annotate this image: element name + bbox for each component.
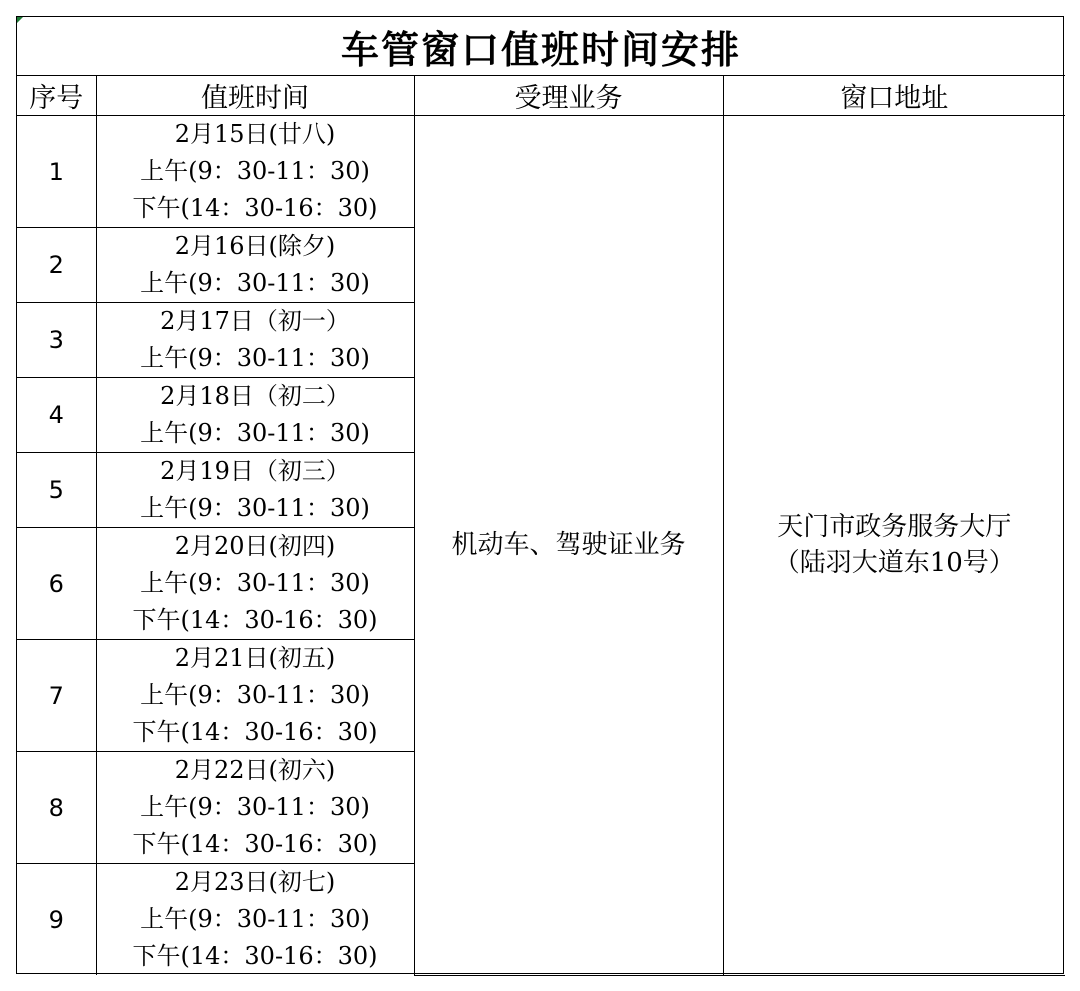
time-cell (96, 864, 414, 976)
time-cell (96, 752, 414, 864)
time-cell (96, 640, 414, 752)
duty-date: 2月18日（初二） (160, 382, 350, 410)
time-cell (96, 303, 414, 378)
title-row (17, 17, 1065, 76)
seq-cell: 5 (17, 453, 96, 528)
duty-date: 2月17日（初一） (160, 307, 350, 335)
address-line-2: （陆羽大道东10号） (773, 548, 1015, 579)
seq-cell: 6 (17, 528, 96, 640)
morning-slot: 上午(9：30-11：30) (140, 681, 370, 709)
duty-date: 2月16日(除夕) (174, 232, 336, 260)
address-cell (723, 116, 1065, 976)
afternoon-slot: 下午(14：30-16：30) (132, 606, 378, 634)
duty-date: 2月22日(初六) (174, 756, 336, 784)
afternoon-slot: 下午(14：30-16：30) (132, 830, 378, 858)
seq-cell: 2 (17, 228, 96, 303)
address-line-1: 天门市政务服务大厅 (777, 512, 1012, 543)
time-cell (96, 228, 414, 303)
duty-date: 2月20日(初四) (174, 532, 336, 560)
morning-slot: 上午(9：30-11：30) (140, 157, 370, 185)
morning-slot: 上午(9：30-11：30) (140, 905, 370, 933)
duty-date: 2月21日(初五) (174, 644, 336, 672)
duty-date: 2月15日(廿八) (174, 120, 336, 148)
time-cell (96, 453, 414, 528)
morning-slot: 上午(9：30-11：30) (140, 344, 370, 372)
seq-cell: 8 (17, 752, 96, 864)
header-seq: 序号 (17, 76, 96, 116)
morning-slot: 上午(9：30-11：30) (140, 269, 370, 297)
header-time: 值班时间 (96, 76, 414, 116)
afternoon-slot: 下午(14：30-16：30) (132, 718, 378, 746)
schedule-sheet (16, 16, 1064, 974)
seq-cell: 4 (17, 378, 96, 453)
morning-slot: 上午(9：30-11：30) (140, 494, 370, 522)
morning-slot: 上午(9：30-11：30) (140, 569, 370, 597)
seq-cell: 9 (17, 864, 96, 976)
seq-cell: 7 (17, 640, 96, 752)
seq-cell: 3 (17, 303, 96, 378)
business-cell: 机动车、驾驶证业务 (414, 116, 723, 976)
morning-slot: 上午(9：30-11：30) (140, 419, 370, 447)
cell-corner-marker (17, 17, 23, 23)
morning-slot: 上午(9：30-11：30) (140, 793, 370, 821)
duty-date: 2月23日(初七) (174, 868, 336, 896)
header-address: 窗口地址 (723, 76, 1065, 116)
table-row (17, 116, 1065, 228)
seq-cell: 1 (17, 116, 96, 228)
header-row (17, 76, 1065, 116)
header-business: 受理业务 (414, 76, 723, 116)
afternoon-slot: 下午(14：30-16：30) (132, 194, 378, 222)
time-cell (96, 116, 414, 228)
time-cell (96, 378, 414, 453)
time-cell (96, 528, 414, 640)
duty-date: 2月19日（初三） (160, 457, 350, 485)
table-title: 车管窗口值班时间安排 (17, 17, 1065, 76)
afternoon-slot: 下午(14：30-16：30) (132, 942, 378, 970)
schedule-table (17, 17, 1065, 976)
